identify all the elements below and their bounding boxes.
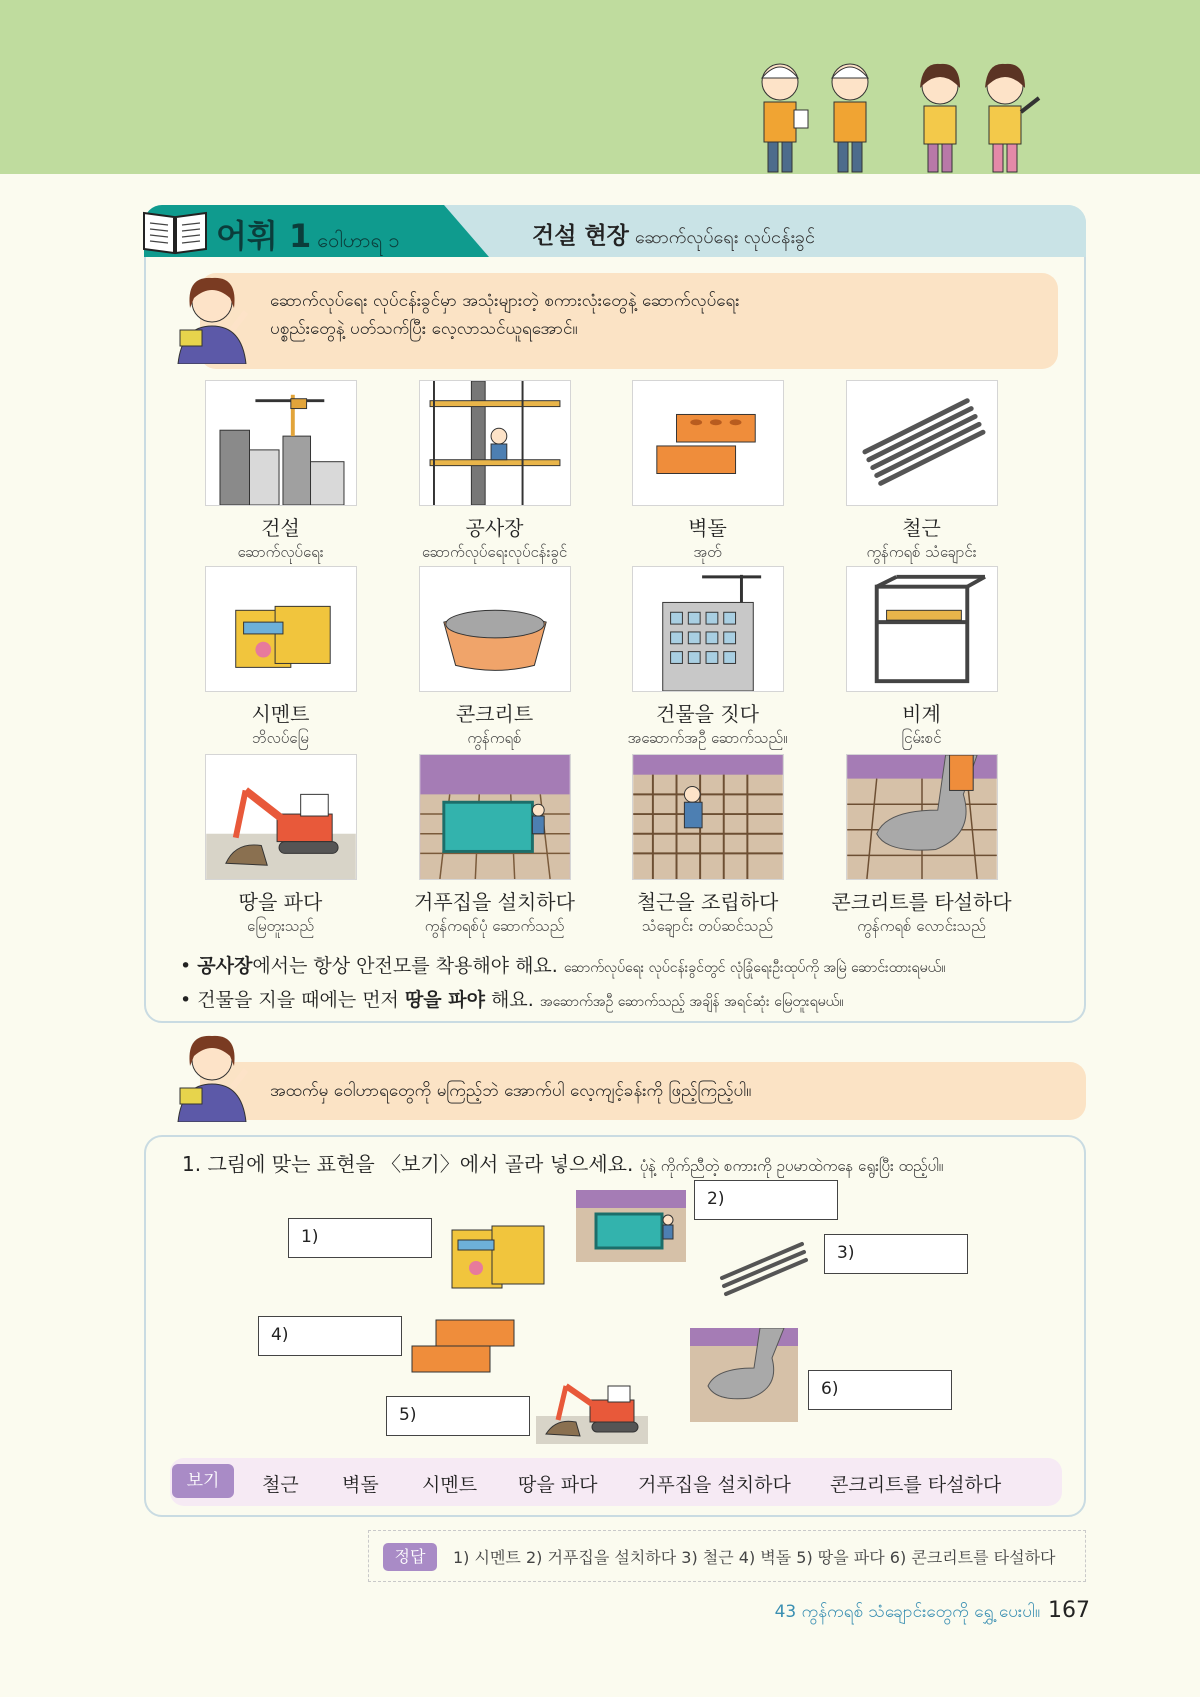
vocab-item: 거푸집을 설치하다 ကွန်ကရစ်ပုံ ဆောက်သည် (387, 754, 602, 939)
vocab-item: 비계 ငြမ်းစင် (814, 566, 1029, 751)
vocab-item: 콘크리트를 타설하다 ကွန်ကရစ် လောင်းသည် (814, 754, 1029, 939)
page-number: 167 (1048, 1598, 1090, 1623)
excavator-icon (206, 755, 356, 879)
cement-bags-icon (206, 567, 356, 691)
vocab-title: 어휘 1 ဝေါဟာရ ၁ (216, 217, 400, 255)
word-bank-item: 시멘트 (422, 1474, 478, 1496)
excavator-icon (536, 1374, 648, 1444)
excavator-picture (536, 1374, 648, 1444)
answer-blank-6[interactable]: 6) (808, 1370, 952, 1410)
vocab-item: 콘크리트 ကွန်ကရစ် (387, 566, 602, 751)
vocab-item: 벽돌 အုတ် (600, 380, 815, 565)
pour-concrete-picture (690, 1328, 798, 1422)
construction-site-icon (420, 381, 570, 505)
word-bank-label: 보기 (172, 1464, 234, 1498)
word-bank-item: 콘크리트를 타설하다 (830, 1474, 1002, 1496)
rebar-icon (716, 1238, 812, 1302)
answer-blank-3[interactable]: 3) (824, 1234, 968, 1274)
pour-concrete-icon (690, 1328, 798, 1422)
bricks-icon (633, 381, 783, 505)
answer-blank-5[interactable]: 5) (386, 1396, 530, 1436)
vocab-item: 철근을 조립하다 သံချောင်း တပ်ဆင်သည် (600, 754, 815, 939)
bricks-picture (408, 1316, 520, 1376)
formwork-picture (576, 1190, 686, 1262)
exercise-speech-bubble: အထက်မှ ဝေါဟာရတွေကို မကြည့်ဘဲ အောက်ပါ လေ့ကျင့်ခန်းကို ဖြည့်ကြည့်ပါ။ (200, 1062, 1086, 1120)
cement-bags-icon (444, 1218, 550, 1302)
word-bank-item: 철근 (262, 1474, 299, 1496)
teacher-icon (172, 1026, 250, 1122)
teacher-icon (172, 268, 250, 364)
answer-key (368, 1530, 1086, 1582)
pour-concrete-icon (847, 755, 997, 879)
vocab-item: 공사장 ဆောက်လုပ်ရေးလုပ်ငန်းခွင် (387, 380, 602, 565)
concrete-bowl-icon (420, 567, 570, 691)
lesson-title: 43 ကွန်ကရစ် သံချောင်းတွေကို ရွှေ့ ပေးပါ။ (774, 1602, 1040, 1622)
book-icon (140, 207, 210, 257)
word-bank-item: 땅을 파다 (518, 1474, 598, 1496)
construction-city-icon (206, 381, 356, 505)
rebar-icon (847, 381, 997, 505)
vocab-item: 땅을 파다 မြေတူးသည် (173, 754, 388, 939)
cement-bags-picture (444, 1218, 550, 1302)
word-bank-item: 벽돌 (342, 1474, 379, 1496)
workers-illustration (750, 52, 1050, 174)
vocab-item: 건물을 짓다 အဆောက်အဦ ဆောက်သည်။ (600, 566, 815, 751)
topic-title: 건설 현장 ဆောက်လုပ်ရေး လုပ်ငန်းခွင် (532, 223, 816, 249)
formwork-icon (576, 1190, 686, 1262)
answer-key-text: 1) 시멘트 2) 거푸집을 설치하다 3) 철근 4) 벽돌 5) 땅을 파다 6) 콘크리트를 타설하다 (453, 1548, 1056, 1567)
word-bank (170, 1458, 1062, 1506)
example-sentence-1: • 공사장에서는 항상 안전모를 착용해야 해요. ဆောက်လုပ်ရေး လုပ်ငန်းခွင်တွင် လုံခြုံရေးဦးထုပ်ကို အမြဲ ဆောင်းထားရမယ်။ (180, 955, 946, 977)
example-sentence-2: • 건물을 지을 때에는 먼저 땅을 파야 해요. အဆောက်အဦ ဆောက်သည့် အချိန် အရင်ဆုံး မြေတူးရမယ်။ (180, 989, 844, 1011)
example-sentences (180, 950, 1080, 1018)
vocab-item: 시멘트 ဘိလပ်မြေ (173, 566, 388, 751)
answer-blank-4[interactable]: 4) (258, 1316, 402, 1356)
exercise-question: 1. 그림에 맞는 표현을 〈보기〉에서 골라 넣으세요. ပုံနဲ့ ကိုက်ညီတဲ့ စကားကို ဥပမာထဲကနေ ရွေးပြီး ထည့်ပါ။ (182, 1152, 944, 1176)
word-bank-item: 거푸집을 설치하다 (638, 1474, 791, 1496)
vocab-header (144, 205, 1086, 257)
intro-speech-bubble: ဆောက်လုပ်ရေး လုပ်ငန်းခွင်မှာ အသုံးများတဲ့ စကားလုံးတွေနဲ့ ဆောက်လုပ်ရေး ပစ္စည်းတွေနဲ့ ပတ်သက်ပြီး လေ့လာသင်ယူရအောင်။ (200, 273, 1058, 369)
scaffold-icon (847, 567, 997, 691)
formwork-icon (420, 755, 570, 879)
building-icon (633, 567, 783, 691)
rebar-picture (716, 1238, 812, 1302)
vocab-item: 건설 ဆောက်လုပ်ရေး (173, 380, 388, 565)
answer-key-label: 정답 (383, 1543, 437, 1571)
answer-blank-1[interactable]: 1) (288, 1218, 432, 1258)
bricks-icon (408, 1316, 520, 1376)
answer-blank-2[interactable]: 2) (694, 1180, 838, 1220)
vocab-item: 철근 ကွန်ကရစ် သံချောင်း (814, 380, 1029, 565)
page-footer (775, 1598, 1090, 1626)
rebar-assembly-icon (633, 755, 783, 879)
